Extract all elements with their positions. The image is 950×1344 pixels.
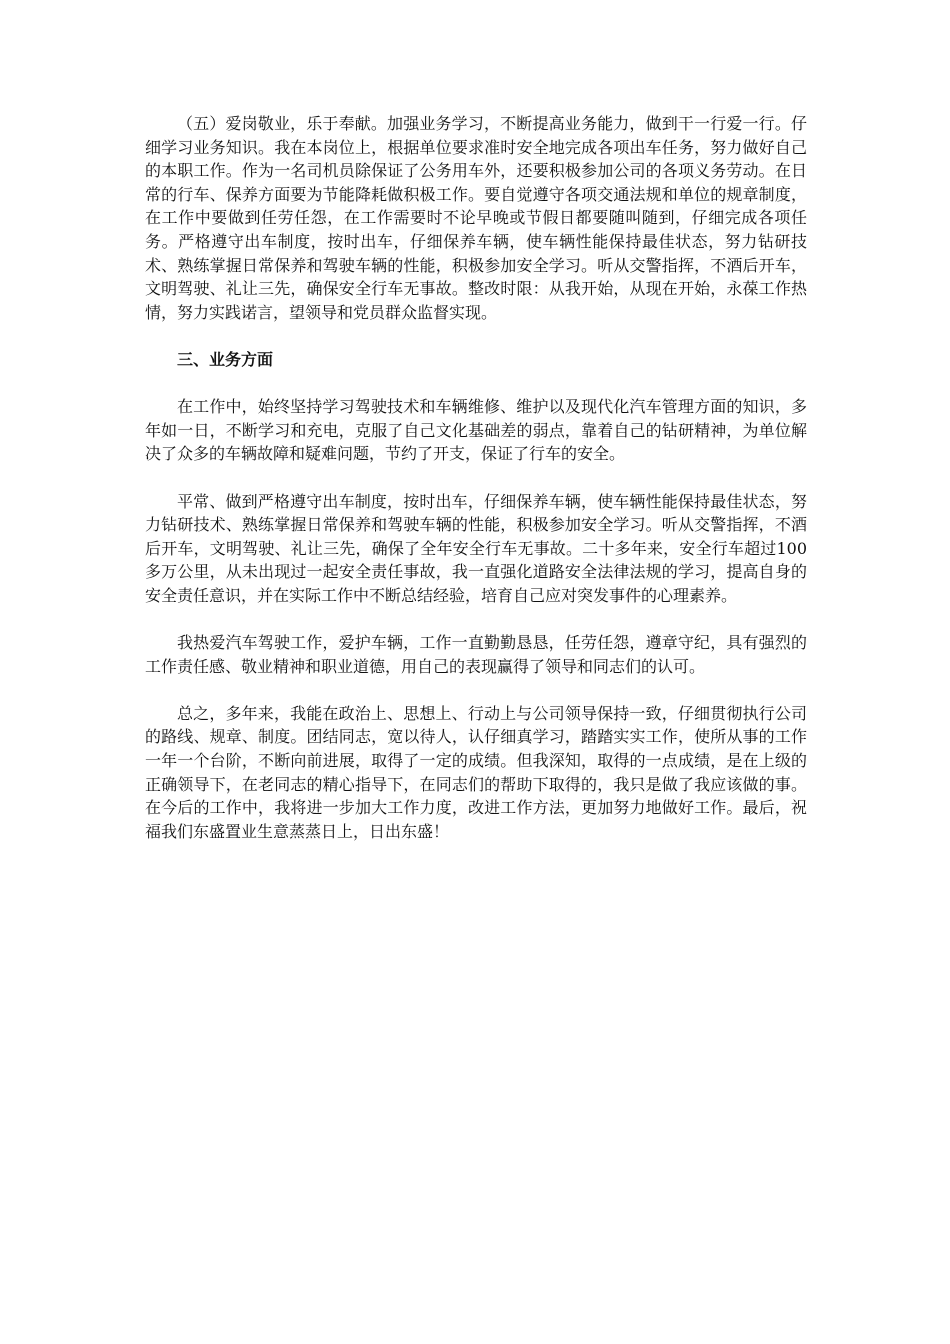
document-page — [145, 112, 807, 867]
paragraph-safety: 平常、做到严格遵守出车制度，按时出车，仔细保养车辆，使车辆性能保持最佳状态，努力钻研技术、熟练掌握日常保养和驾驶车辆的性能，积极参加安全学习。听从交警指挥，不酒后开车，文明驾驶、礼让三先，确保了全年安全行车无事故。二十多年来，安全行车超过100多万公里，从未出现过一起安全责任事故，我一直强化道路安全法律法规的学习，提高自身的安全责任意识，并在实际工作中不断总结经验，培育自己应对突发事件的心理素养。 — [145, 491, 807, 605]
paragraph-dedication: （五）爱岗敬业，乐于奉献。加强业务学习，不断提高业务能力，做到干一行爱一行。仔细学习业务知识。我在本岗位上，根据单位要求准时安全地完成各项出车任务，努力做好自己的本职工作。作为一名司机员除保证了公务用车外，还要积极参加公司的各项义务劳动。在日常的行车、保养方面要为节能降耗做积极工作。要自觉遵守各项交通法规和单位的规章制度，在工作中要做到任劳任怨，在工作需要时不论早晚或节假日都要随叫随到，仔细完成各项任务。严格遵守出车制度，按时出车，仔细保养车辆，使车辆性能保持最佳状态，努力钻研技术、熟练掌握日常保养和驾驶车辆的性能，积极参加安全学习。听从交警指挥，不酒后开车，文明驾驶、礼让三先，确保安全行车无事故。整改时限：从我开始，从现在开始，永葆工作热情，努力实践诺言，望领导和党员群众监督实现。 — [145, 114, 807, 322]
paragraph-learning: 在工作中，始终坚持学习驾驶技术和车辆维修、维护以及现代化汽车管理方面的知识，多年如一日，不断学习和充电，克服了自己文化基础差的弱点，靠着自己的钻研精神，为单位解决了众多的车辆故障和疑难问题，节约了开支，保证了行车的安全。 — [145, 397, 807, 464]
paragraph-dedication-work: 我热爱汽车驾驶工作，爱护车辆，工作一直勤勤恳恳，任劳任怨，遵章守纪，具有强烈的工作责任感、敬业精神和职业道德，用自己的表现赢得了领导和同志们的认可。 — [145, 633, 807, 676]
paragraph-summary: 总之，多年来，我能在政治上、思想上、行动上与公司领导保持一致，仔细贯彻执行公司的路线、规章、制度。团结同志，宽以待人，认仔细真学习，踏踏实实工作，使所从事的工作一年一个台阶，不断向前进展，取得了一定的成绩。但我深知，取得的一点成绩，是在上级的正确领导下，在老同志的精心指导下，在同志们的帮助下取得的，我只是做了我应该做的事。在今后的工作中，我将进一步加大工作力度，改进工作方法，更加努力地做好工作。最后，祝福我们东盛置业生意蒸蒸日上，日出东盛！ — [145, 703, 807, 841]
section-heading-business: 三、业务方面 — [177, 349, 274, 369]
